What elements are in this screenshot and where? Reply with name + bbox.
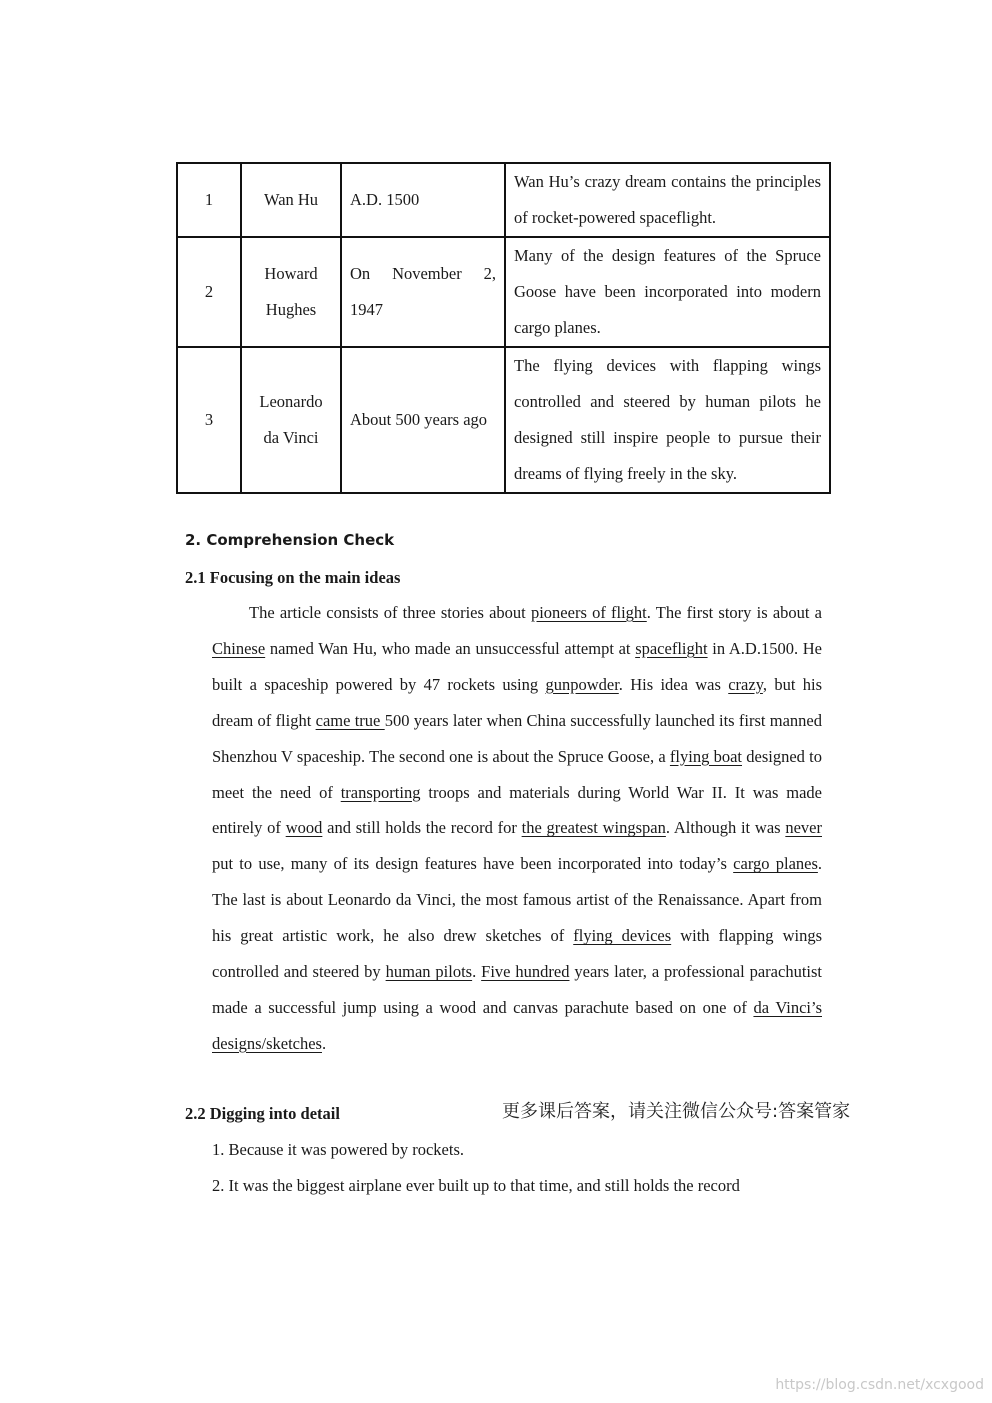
passage-text: put to use, many of its design features have been incorporated into today’s (212, 854, 734, 874)
passage-text: . Although it was (665, 818, 786, 838)
passage-text: 500 years later when China successfully launched its first manned Shenzhou V spaceship. The second one is about the Spruce Goose, a (212, 710, 822, 766)
answer-blank: cargo planes (733, 854, 818, 874)
watermark: https://blog.csdn.net/xcxgood (775, 1377, 984, 1393)
row-number: 1 (177, 163, 241, 237)
answer-item: 1. Because it was powered by rockets. (212, 1140, 465, 1159)
answer-blank: flying boat (669, 746, 742, 766)
passage-text: in A.D.1500. He built a spaceship powered by 47 rockets using (212, 638, 822, 694)
answer-blank: human pilots (385, 962, 473, 982)
row-number: 2 (177, 237, 241, 347)
answer-item: 2. It was the biggest airplane ever built up to that time, and still holds the record (212, 1176, 740, 1195)
passage-text: . His idea was (618, 674, 729, 694)
summary-paragraph (212, 595, 822, 1062)
pioneer-description: The flying devices with flapping wings controlled and steered by human pilots he designed still inspire people to pursue their dreams of flying freely in the sky. (505, 347, 830, 493)
pioneer-date: A.D. 1500 (341, 163, 505, 237)
passage-text: The article consists of three stories about (249, 603, 531, 622)
pioneer-name: Howard Hughes (241, 237, 341, 347)
passage-text: . (472, 962, 482, 982)
passage-text: with flapping wings controlled and steered by (212, 926, 822, 982)
answer-blank: transporting (340, 782, 421, 802)
answer-blank: crazy (728, 674, 763, 694)
passage-text: . The last is about Leonardo da Vinci, the most famous artist of the Renaissance. Apart from his great artistic work, he also drew sketches of (212, 854, 823, 946)
passage-text: and still holds the record for (322, 818, 522, 838)
answer-blank: spaceflight (635, 638, 708, 658)
table-row (177, 237, 830, 347)
pioneer-name: Wan Hu (241, 163, 341, 237)
row-number: 3 (177, 347, 241, 493)
answer-blank: never (785, 818, 822, 838)
answer-blank: gunpowder (545, 674, 619, 694)
answer-blank: the greatest wingspan (521, 818, 666, 838)
pioneer-description: Wan Hu’s crazy dream contains the principles of rocket-powered spaceflight. (505, 163, 830, 237)
table-row (177, 347, 830, 493)
pioneer-date: On November 2, 1947 (341, 237, 505, 347)
pioneer-date: About 500 years ago (341, 347, 505, 493)
subsection-title-main-ideas: 2.1 Focusing on the main ideas (185, 568, 401, 587)
promo-text: 更多课后答案，请关注微信公众号:答案管家 (502, 1101, 851, 1122)
passage-text: . The first story is about a (646, 603, 822, 622)
table-row (177, 163, 830, 237)
answer-blank: came true (315, 710, 385, 730)
passage-text: . (321, 1033, 327, 1053)
subsection-title-detail: 2.2 Digging into detail (185, 1104, 340, 1123)
answer-blank: flying devices (573, 926, 672, 946)
answer-blank: da Vinci’s designs/sketches (212, 997, 822, 1053)
answer-blank: Five hundred (481, 962, 570, 982)
answer-blank: pioneers of flight (530, 603, 647, 622)
passage-text: , but his dream of flight (212, 674, 822, 730)
passage-text: designed to meet the need of (212, 746, 822, 802)
answer-blank: Chinese (212, 638, 266, 658)
pioneers-table (176, 162, 831, 494)
passage-text: troops and materials during World War II. It was made entirely of (212, 782, 822, 838)
pioneer-name: Leonardo da Vinci (241, 347, 341, 493)
section-title: 2. Comprehension Check (185, 531, 395, 549)
passage-text: years later, a professional parachutist made a successful jump using a wood and canvas parachute based on one of (212, 962, 823, 1017)
passage-text: named Wan Hu, who made an unsuccessful attempt at (265, 638, 636, 658)
answer-blank: wood (285, 818, 323, 838)
pioneer-description: Many of the design features of the Spruce Goose have been incorporated into modern cargo planes. (505, 237, 830, 347)
